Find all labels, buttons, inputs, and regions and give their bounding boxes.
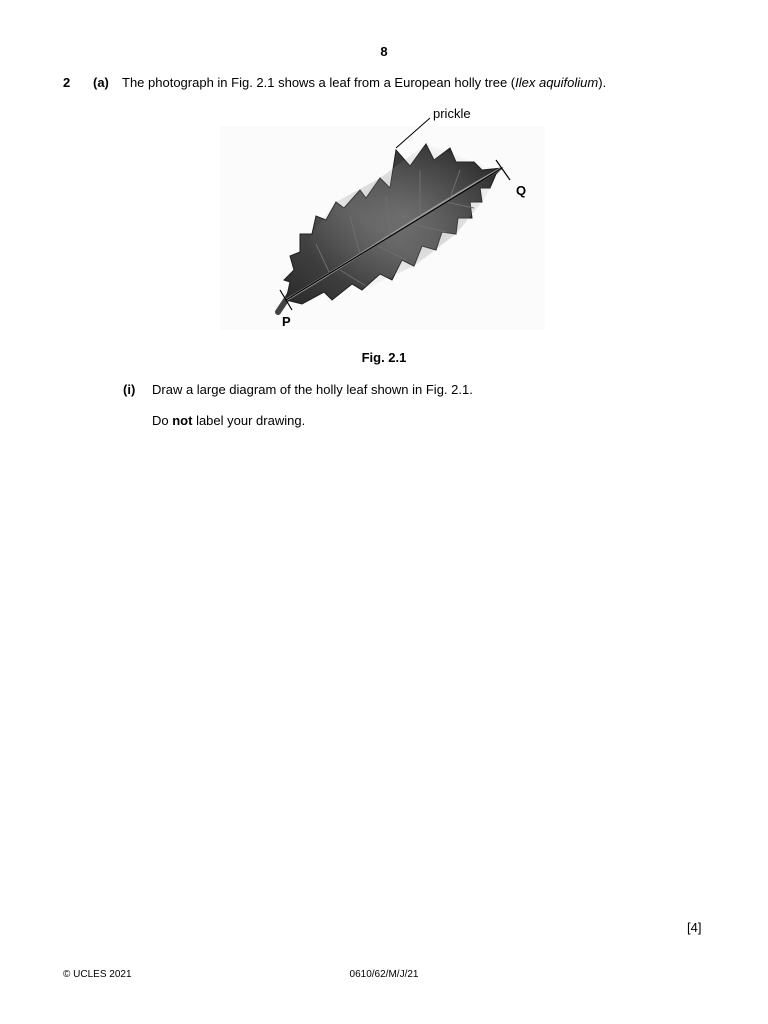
question-stem [122,75,606,91]
question-part: (a) [93,75,109,90]
holly-leaf-figure [220,104,550,332]
instruction-emphasis: not [172,413,193,428]
subquestion-text: Draw a large diagram of the holly leaf shown in Fig. 2.1. [152,382,473,397]
point-p-label: P [282,314,291,329]
point-q-label: Q [516,183,527,198]
holly-leaf-photo [220,104,550,332]
subquestion-number: (i) [123,382,136,397]
marks-allocation: [4] [687,920,702,935]
question-stem-start: The photograph in Fig. 2.1 shows a leaf from a European holly tree ( [122,75,516,90]
prickle-label: prickle [433,106,471,121]
question-number: 2 [63,75,71,90]
subquestion-instruction [152,413,305,429]
instruction-end: label your drawing. [192,413,306,428]
instruction-start: Do [152,413,173,428]
question-stem-end: ). [598,75,607,90]
footer-paper-code: 0610/62/M/J/21 [349,969,419,980]
footer-copyright: © UCLES 2021 [63,969,132,980]
page-number: 8 [380,44,388,59]
figure-caption: Fig. 2.1 [361,350,407,365]
species-name: Ilex aquifolium [515,75,599,90]
